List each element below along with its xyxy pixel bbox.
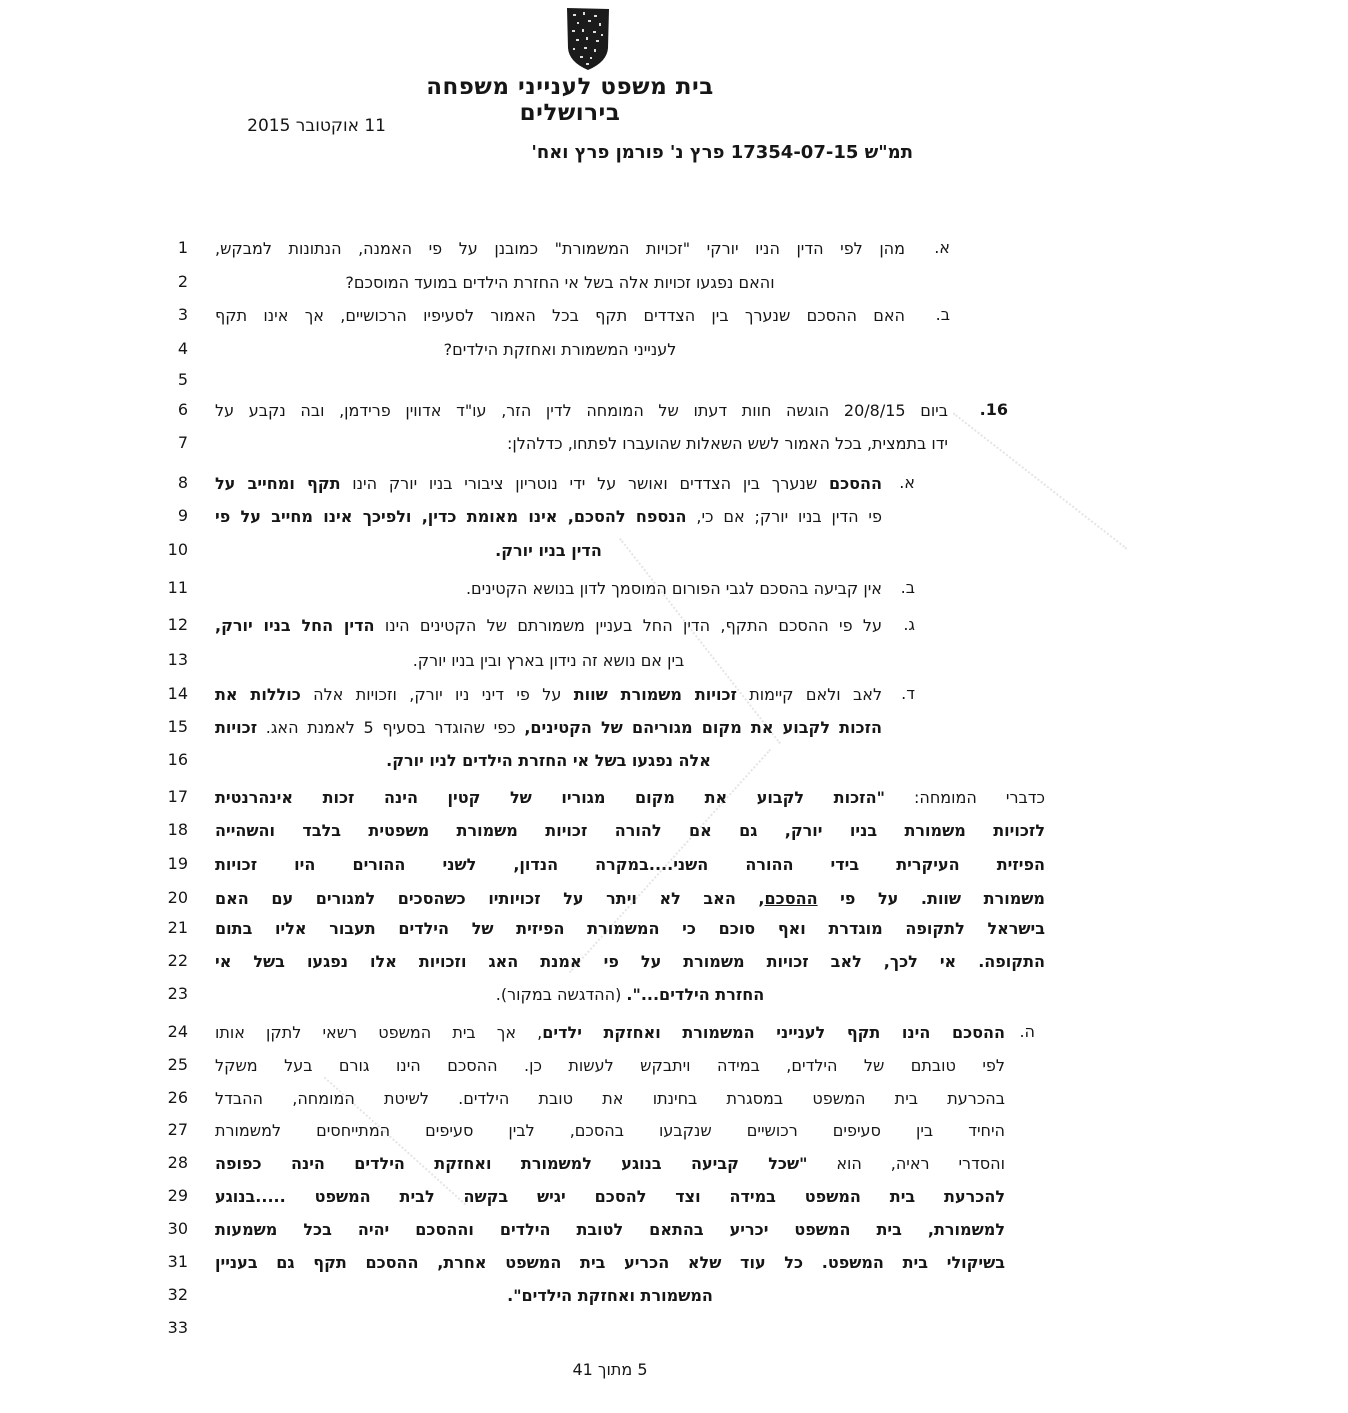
line-number: 17 [167, 787, 188, 806]
court-title: בית משפט לענייני משפחה בירושלים [426, 74, 714, 126]
document-line [0, 1252, 1348, 1279]
case-title: תמ"ש 17354-07-15 פרץ נ' פורמן פרץ ואח' [531, 142, 913, 163]
line-text [215, 951, 1045, 973]
list-marker: ג. [903, 615, 915, 634]
line-text [215, 787, 1045, 809]
text-segment: והסדרי ראיה, הוא [807, 1154, 1005, 1173]
text-segment: היחיד בין סעיפים רכושיים שנקבעו בהסכם, לבין סעיפים המתייחסים למשמורת [215, 1121, 1005, 1140]
text-segment: אלה נפגעו בשל אי החזרת הילדים לניו יורק. [386, 751, 711, 770]
line-number: 5 [177, 370, 188, 389]
list-marker: א. [934, 238, 950, 257]
text-segment: , האב לא ויתר על זכויותיו כשהסכים למגורים עם האם [215, 889, 765, 908]
text-segment: ההסכם [764, 889, 818, 908]
line-number: 32 [167, 1285, 188, 1304]
page-number: 5 מתוך 41 [572, 1360, 648, 1379]
document-line [0, 650, 1348, 677]
line-number: 31 [167, 1252, 188, 1271]
document-line [0, 339, 1348, 366]
text-segment: "הזכות לקבוע את מקום מגוריו של קטין הינה זכות אינהרנטית [215, 788, 885, 807]
line-text [215, 854, 1045, 876]
list-marker: ב. [900, 578, 915, 597]
list-marker: ד. [901, 684, 915, 703]
line-text [215, 918, 1045, 940]
text-segment: (ההדגשה במקור). [495, 985, 627, 1004]
line-number: 16 [167, 750, 188, 769]
line-text [215, 238, 905, 260]
document-line [0, 305, 1348, 332]
line-number: 14 [167, 684, 188, 703]
line-text [215, 750, 882, 772]
line-text [215, 578, 882, 600]
document-line [0, 238, 1348, 265]
line-number: 28 [167, 1153, 188, 1172]
document-line [0, 717, 1348, 744]
text-segment: הדין החל בניו יורק, [215, 616, 375, 635]
text-segment: פי הדין בניו יורק; אם כי, [686, 507, 882, 526]
line-number: 29 [167, 1186, 188, 1205]
line-text [215, 339, 905, 361]
text-segment: ידו בתמצית, בכל האמור לשש השאלות שהועברו לפתחו, כדלהלן: [507, 434, 948, 453]
line-text [215, 540, 882, 562]
text-segment: הדין בניו יורק. [495, 541, 602, 560]
line-number: 6 [177, 400, 188, 419]
list-marker: א. [899, 473, 915, 492]
document-line [0, 272, 1348, 299]
document-line [0, 506, 1348, 533]
line-number: 19 [167, 854, 188, 873]
line-text [215, 684, 882, 706]
document-line [0, 918, 1348, 945]
line-number: 2 [177, 272, 188, 291]
line-number: 23 [167, 984, 188, 1003]
text-segment: והאם נפגעו זכויות אלה בשל אי החזרת הילדים במועד המוסכם? [345, 273, 775, 292]
text-segment: אין קביעה בהסכם לגבי הפורום המוסמך לדון בנושא הקטינים. [465, 579, 882, 598]
document-line [0, 1318, 1348, 1345]
line-number: 1 [177, 238, 188, 257]
line-number: 8 [177, 473, 188, 492]
document-line [0, 787, 1348, 814]
text-segment: האם ההסכם שנערך בין הצדדים תקף בכל האמור לסעיפיו הרכושיים, אך אינו תקף [215, 306, 905, 325]
document-line [0, 615, 1348, 642]
text-segment: מהן לפי הדין הניו יורקי "זכויות המשמורת" כמובנן על פי האמנה, הנתונות למבקש, [215, 239, 905, 258]
text-segment: משמורת שוות. על פי [817, 889, 1045, 908]
text-segment: שנערך בין הצדדים ואושר על ידי נוטריון ציבורי בניו יורק הינו [340, 474, 829, 493]
document-date: 11 אוקטובר 2015 [247, 116, 386, 136]
line-text [215, 1285, 1005, 1307]
text-segment: התקופה. אי לכך, לאב זכויות משמורת על פי אמנת האג וזכויות אלו נפגעו בשל אי [215, 952, 1045, 971]
line-text [215, 820, 1045, 842]
line-number: 9 [177, 506, 188, 525]
document-line [0, 984, 1348, 1011]
document-line [0, 1219, 1348, 1246]
line-number: 15 [167, 717, 188, 736]
document-line [0, 1153, 1348, 1180]
document-line [0, 1285, 1348, 1312]
line-number: 7 [177, 433, 188, 452]
line-text [215, 1120, 1005, 1142]
line-number: 10 [167, 540, 188, 559]
document-line [0, 1120, 1348, 1147]
text-segment: זכויות [215, 718, 258, 737]
document-line [0, 951, 1348, 978]
text-segment: לענייני המשמורת ואחזקת הילדים? [443, 340, 677, 359]
line-text [215, 1055, 1005, 1077]
line-number: 27 [167, 1120, 188, 1139]
text-segment: כוללות את [215, 685, 301, 704]
line-text [215, 272, 905, 294]
text-segment: החזרת הילדים...". [626, 985, 765, 1004]
line-number: 11 [167, 578, 188, 597]
text-segment: לאב ולאם קיימות [736, 685, 883, 704]
document-line [0, 473, 1348, 500]
text-segment: ביום 20/8/15 הוגשה חוות דעתו של המומחה לדין הזר, עו"ד אדווין פרידמן, ובה נקבע על [215, 401, 949, 420]
text-segment: ההסכם הינו תקף לענייני המשמורת ואחזקת ילדים [542, 1023, 1006, 1042]
line-number: 18 [167, 820, 188, 839]
text-segment: תקף ומחייב על [215, 474, 341, 493]
document-line [0, 1055, 1348, 1082]
line-number: 20 [167, 888, 188, 907]
line-text [215, 305, 905, 327]
document-line [0, 400, 1348, 427]
document-line [0, 1186, 1348, 1213]
document-line [0, 540, 1348, 567]
document-line [0, 370, 1348, 397]
text-segment: על פי דיני ניו יורק, וזכויות אלה [300, 685, 574, 704]
line-text [215, 1186, 1005, 1208]
line-text [215, 400, 948, 422]
text-segment: בשיקולי בית המשפט. כל עוד שלא הכריע בית המשפט אחרת, ההסכם תקף גם בעניין [215, 1253, 1005, 1272]
line-text [215, 1252, 1005, 1274]
document-line [0, 684, 1348, 711]
line-text [215, 1022, 1005, 1044]
list-marker: 16. [979, 400, 1008, 419]
line-text [215, 1153, 1005, 1175]
list-marker: ה. [1019, 1022, 1035, 1041]
line-number: 12 [167, 615, 188, 634]
document-line [0, 578, 1348, 605]
document-line [0, 1022, 1348, 1049]
text-segment: , אך בית המשפט רשאי לתקן אותו [215, 1023, 543, 1042]
line-number: 33 [167, 1318, 188, 1337]
text-segment: על פי ההסכם התקף, הדין החל בעניין משמורתם של הקטינים הינו [374, 616, 883, 635]
document-line [0, 888, 1348, 915]
line-number: 30 [167, 1219, 188, 1238]
text-segment: בהכרעת בית המשפט במסגרת בחינתו את טובת הילדים. לשיטת המומחה, ההבדל [215, 1089, 1005, 1108]
text-segment: למשמורת, בית המשפט יכריע בהתאם לטובת הילדים וההסכם יהיה בכל משמעות [215, 1220, 1005, 1239]
text-segment: לזכויות משמורת בניו יורק, גם אם להורה זכויות משמורת משפטית בלבד והשהייה [215, 821, 1045, 840]
text-segment: כפי שהוגדר בסעיף 5 לאמנת האג. [257, 718, 525, 737]
document-line [0, 820, 1348, 847]
line-text [215, 473, 882, 495]
line-number: 13 [167, 650, 188, 669]
line-text [215, 717, 882, 739]
line-number: 3 [177, 305, 188, 324]
document-line [0, 1088, 1348, 1115]
text-segment: כדברי המומחה: [884, 788, 1045, 807]
line-number: 4 [177, 339, 188, 358]
line-text [215, 1088, 1005, 1110]
document-line [0, 433, 1348, 460]
text-segment: הפיזית העיקרית בידי ההורה השני....במקרה הנדון, לשני ההורים היו זכויות [215, 855, 1045, 874]
line-text [215, 984, 1045, 1006]
line-text [215, 888, 1045, 910]
document-line [0, 750, 1348, 777]
document-line [0, 854, 1348, 881]
text-segment: זכויות משמורת שוות [573, 685, 737, 704]
text-segment: הנספח להסכם, אינו מאומת כדין, ולפיכך אינו מחייב על פי [215, 507, 687, 526]
line-text [215, 650, 882, 672]
line-text [215, 433, 948, 455]
text-segment: המשמורת ואחזקת הילדים". [507, 1286, 713, 1305]
text-segment: בישראל לתקופה מוגדרת ואף סוכם כי המשמורת הפיזית של הילדים תעבור אליו בתום [215, 919, 1045, 938]
text-segment: בין אם נושא זה נידון בארץ ובין בניו יורק. [412, 651, 685, 670]
line-number: 21 [167, 918, 188, 937]
line-text [215, 506, 882, 528]
line-number: 26 [167, 1088, 188, 1107]
text-segment: "שכל קביעה בנוגע למשמורת ואחזקת הילדים הינה כפופה [215, 1154, 808, 1173]
text-segment: לפי טובתם של הילדים, במידה ויתבקש לעשות כן. ההסכם הינו גורם בעל משקל [215, 1056, 1005, 1075]
line-text [215, 1219, 1005, 1241]
line-number: 22 [167, 951, 188, 970]
line-number: 25 [167, 1055, 188, 1074]
text-segment: להכרעת בית המשפט במידה וצד להסכם יגיש בקשה לבית המשפט .....בנוגע [215, 1187, 1005, 1206]
text-segment: הזכות לקבוע את מקום מגוריהם של הקטינים, [524, 718, 883, 737]
list-marker: ב. [935, 305, 950, 324]
line-number: 24 [167, 1022, 188, 1041]
line-text [215, 615, 882, 637]
text-segment: ההסכם [828, 474, 882, 493]
